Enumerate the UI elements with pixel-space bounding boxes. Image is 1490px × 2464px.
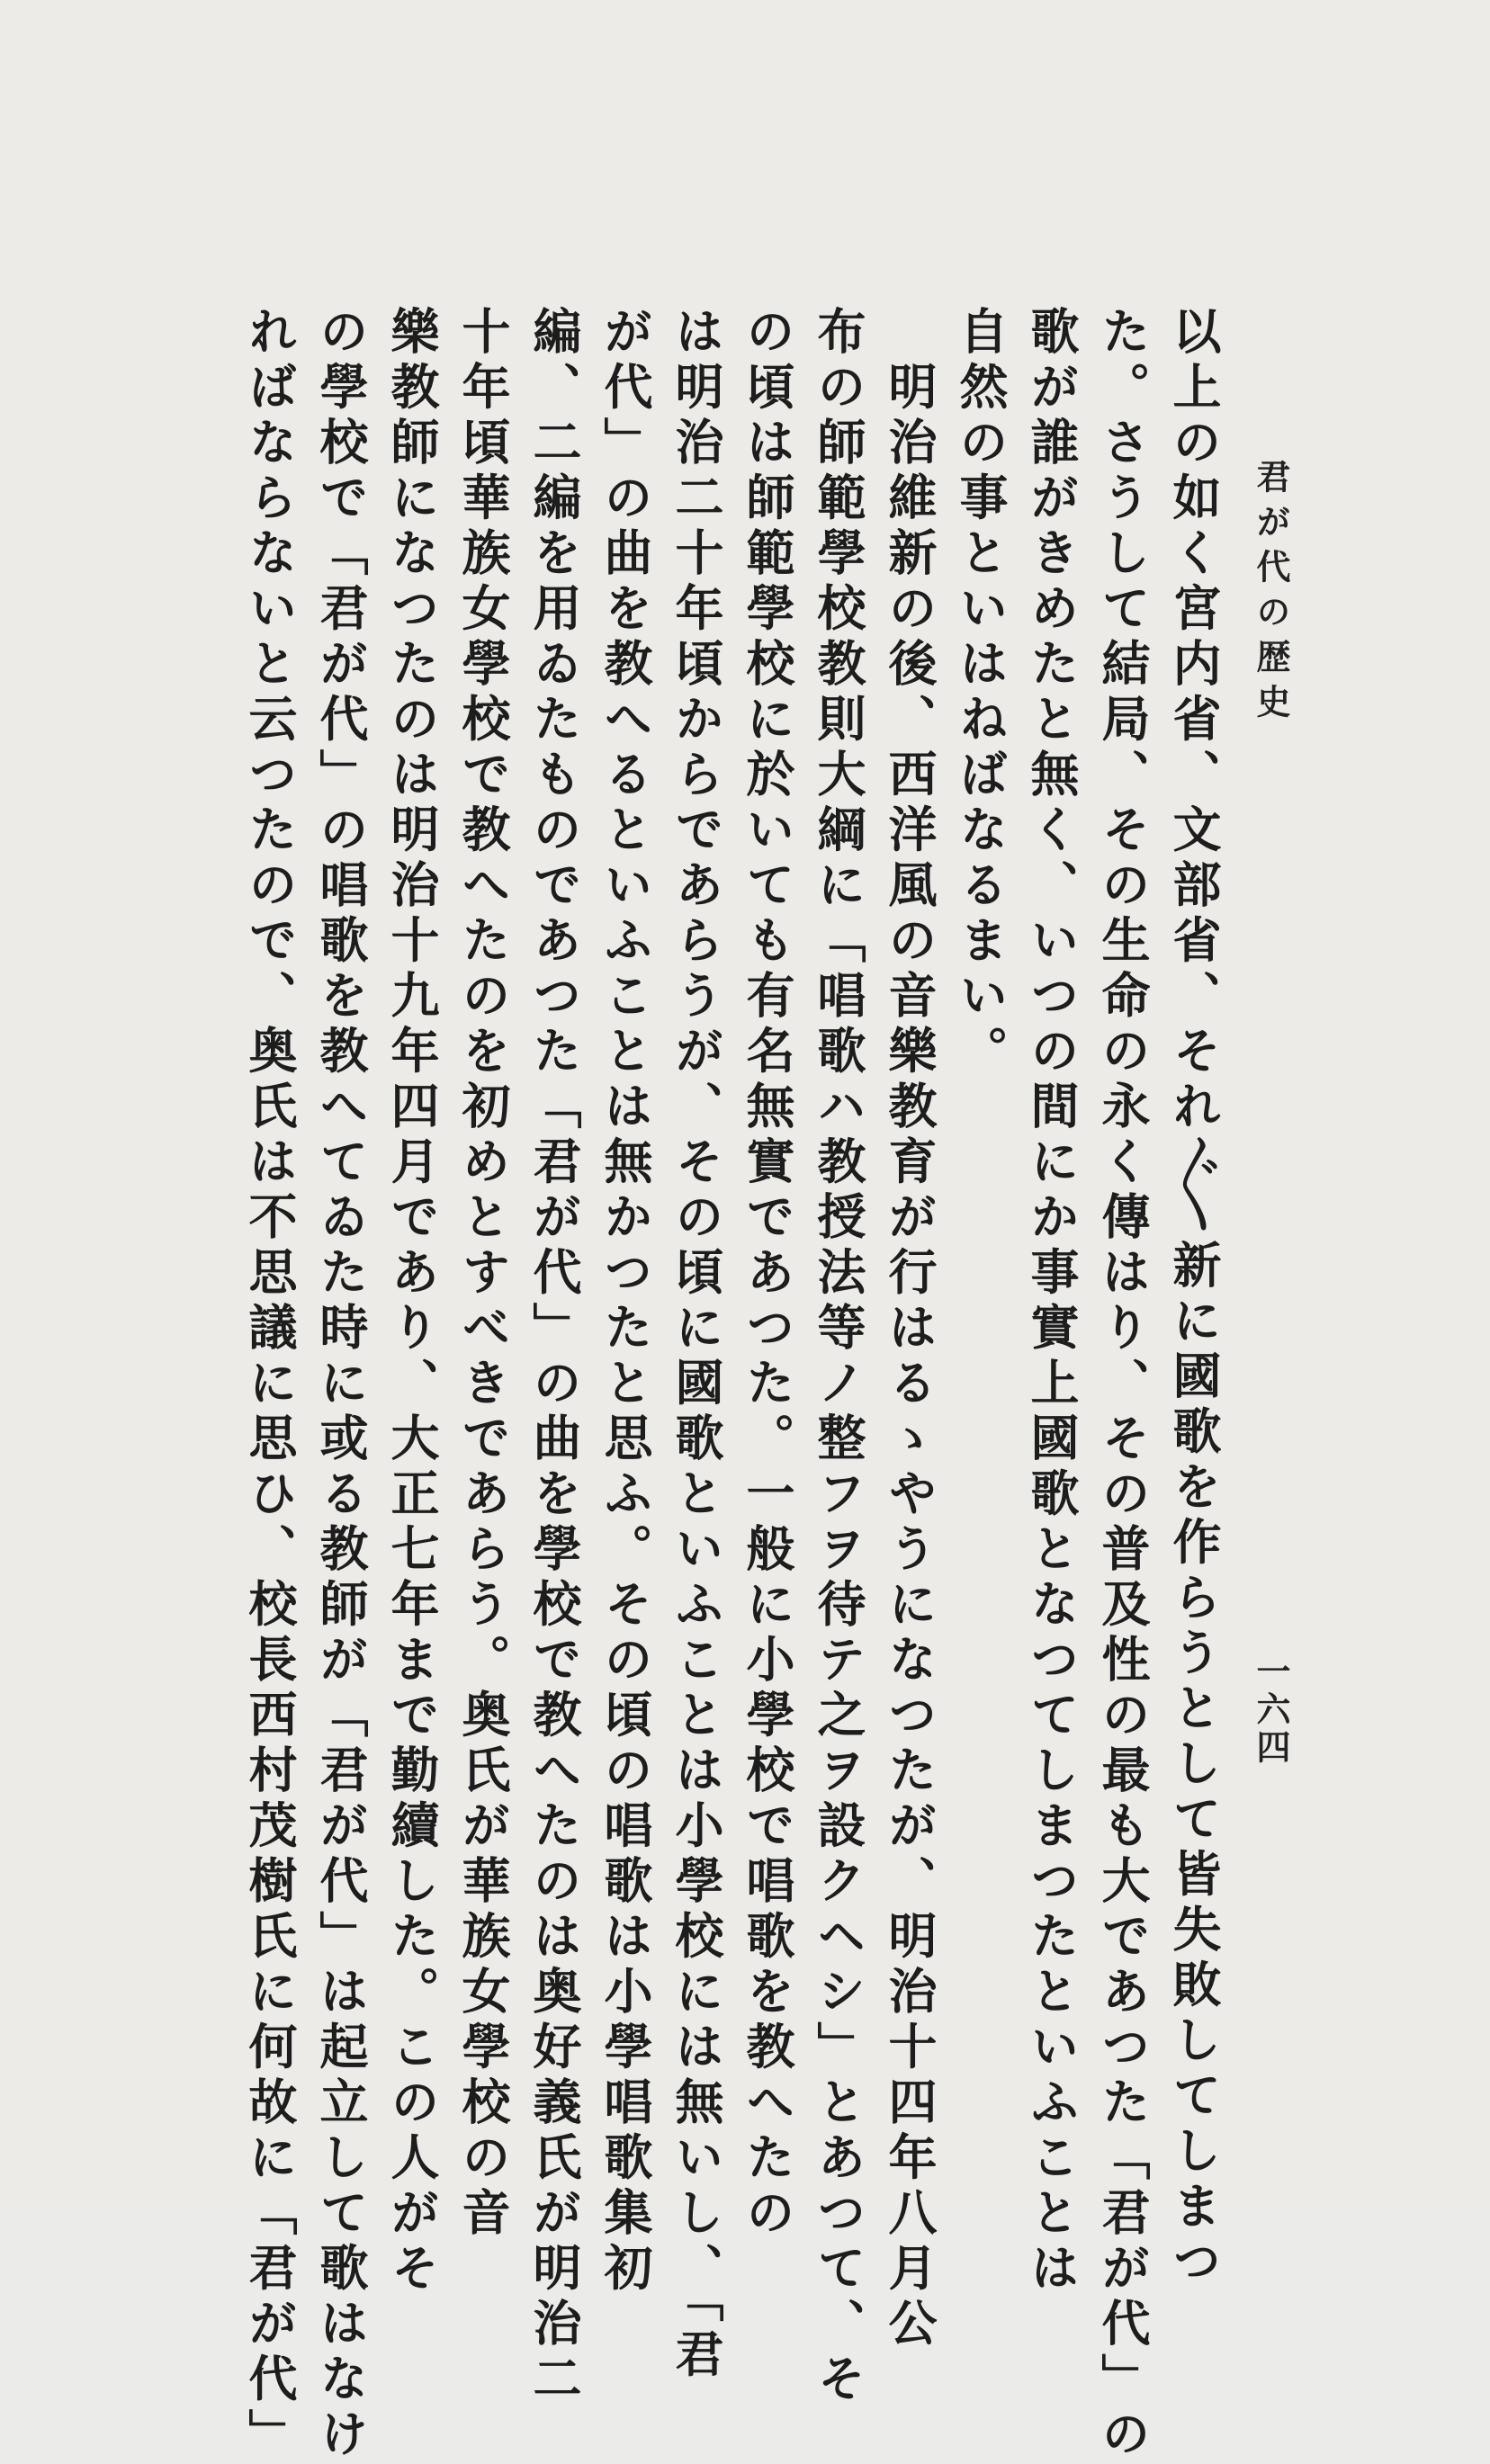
text-column: の學校で「君が代」の唱歌を教へてゐた時に或る教師が「君が代」は起立して歌はなけ (312, 306, 370, 2464)
text-column: 編、二編を用ゐたものであつた「君が代」の曲を學校で教へたのは奥好義氏が明治二 (525, 306, 583, 2408)
running-head-title: 君が代の歴史 (1251, 459, 1291, 729)
text-column: 樂教師になつたのは明治十九年四月であり、大正七年まで勤續した。この人がそ (383, 306, 441, 2298)
page-number: 一六四 (1251, 1653, 1291, 1767)
text-column: 歌が誰がきめたと無く、いつの間にか事實上國歌となつてしまつたといふことは (1023, 306, 1081, 2298)
text-column: た。さうして結局、その生命の永く傳はり、その普及性の最も大であつた「君が代」の (1094, 306, 1152, 2464)
text-column: 布の師範學校教則大綱に「唱歌ハ教授法等ノ整フヲ待テ之ヲ設クヘシ」とあつて、そ (810, 306, 867, 2408)
text-column: 自然の事といはねばなるまい。 (952, 306, 1010, 1080)
text-column: は明治二十年頃からであらうが、その頃に國歌といふことは小學校には無いし、「君 (668, 306, 725, 2384)
text-column: ればならないと云つたので、奥氏は不思議に思ひ、校長西村茂樹氏に何故に「君が代」 (241, 306, 299, 2464)
text-column: 以上の如く宮内省、文部省、それ〴〵新に國歌を作らうとして皆失敗してしまつ (1165, 306, 1223, 2291)
text-column: が代」の曲を教へるといふことは無かつたと思ふ。その頃の唱歌は小學唱歌集初 (597, 306, 654, 2298)
text-column: 明治維新の後、西洋風の音樂教育が行はるゝやうになつたが、明治十四年八月公 (881, 306, 938, 2353)
text-column: の頃は師範學校に於いても有名無實であつた。一般に小學校で唱歌を教へたの (739, 306, 796, 2243)
body-text (234, 306, 1229, 2464)
text-column: 十年頃華族女學校で教へたのを初めとすべきであらう。奥氏が華族女學校の音 (454, 306, 512, 2243)
